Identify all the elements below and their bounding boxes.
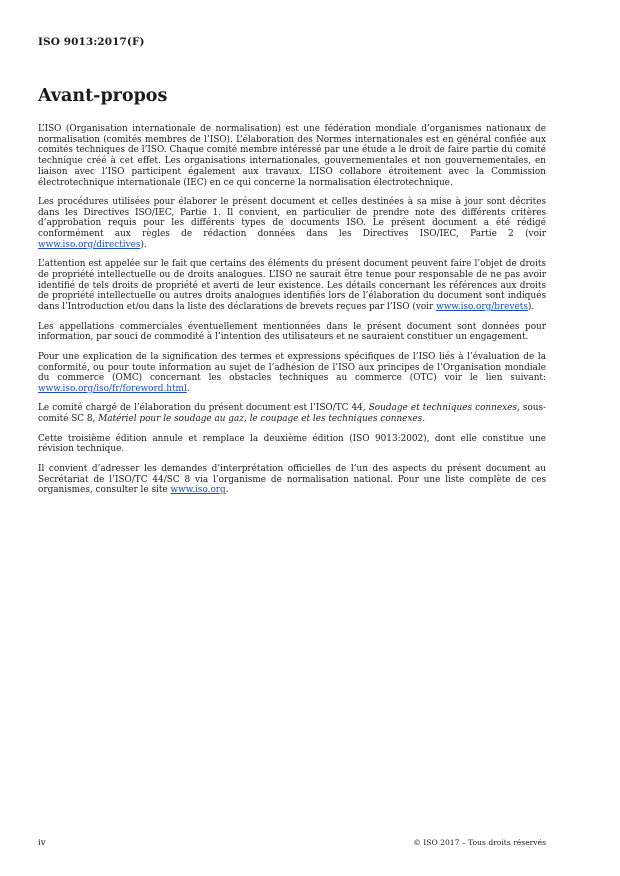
- iso-site-link[interactable]: www.iso.org: [170, 485, 226, 496]
- paragraph-committee: [38, 403, 546, 424]
- paragraph-text: Les procédures utilisées pour élaborer le présent document et celles destinées à sa mise à jour sont décrites dans les Directives ISO/IEC, Partie 1. Il convient, en particulier de prendre note des différents critères d’approbation requis pour les différents types de documents ISO. Le présent document a été rédigé conformément aux règles de rédaction données dans les Directives ISO/IEC, Partie 2 (voir: [38, 197, 546, 240]
- paragraph-patents: [38, 259, 546, 313]
- paragraph-trade-names: Les appellations commerciales éventuellement mentionnées dans le présent document sont données pour information, par souci de commodité à l’intention des utilisateurs et ne sauraient constituer un engagement.: [38, 321, 546, 343]
- paragraph-text: ).: [140, 239, 147, 250]
- patents-link[interactable]: www.iso.org/brevets: [436, 302, 528, 313]
- paragraph-text: , sous-comité SC 8,: [38, 403, 546, 425]
- paragraph-text: .: [225, 485, 229, 496]
- copyright-notice: © ISO 2017 – Tous droits réservés: [413, 838, 546, 847]
- foreword-link[interactable]: www.iso.org/iso/fr/foreword.html: [38, 383, 187, 394]
- paragraph-interpretation: [38, 464, 546, 496]
- paragraph-iso-intro: L’ISO (Organisation internationale de normalisation) est une fédération mondiale d’organismes nationaux de normalisation (comités membres de l’ISO). L’élaboration des Normes internationales est en général confiée aux comités techniques de l’ISO. Chaque comité membre intéressé par une étude a le droit de faire partie du comité technique créé à cet effet. Les organisations internationales, gouvernementales et non gouvernementales, en liaison avec l’ISO participent également aux travaux. L’ISO collabore étroitement avec la Commission électrotechnique internationale (IEC) en ce qui concerne la normalisation électrotechnique.: [38, 124, 546, 188]
- paragraph-text: Pour une explication de la signification des termes et expressions spécifiques de l’ISO liés à l’évaluation de la conformité, ou pour toute information au sujet de l’adhésion de l’ISO aux principes de l’Organisation mondiale du commerce (OMC) concernant les obstacles techniques au commerce (OTC) voir le lien suivant:: [38, 351, 546, 384]
- page-title: Avant-propos: [38, 86, 168, 106]
- subcommittee-title: Matériel pour le soudage au gaz, le coupage et les techniques connexes: [98, 414, 423, 425]
- committee-title: Soudage et techniques connexes: [368, 403, 517, 414]
- paragraph-text: .: [422, 414, 426, 425]
- paragraph-text: ).: [527, 302, 535, 313]
- paragraph-edition: Cette troisième édition annule et remplace la deuxième édition (ISO 9013:2002), dont elle constitue une révision technique.: [38, 433, 546, 455]
- paragraph-procedures: [38, 197, 546, 251]
- page-number: iv: [38, 838, 46, 848]
- foreword-body: [38, 124, 546, 505]
- document-identifier: ISO 9013:2017(F): [38, 36, 145, 48]
- paragraph-text: L’attention est appelée sur le fait que certains des éléments du présent document peuvent faire l’objet de droits de propriété intellectuelle ou de droits analogues. L’ISO ne saurait être tenue pour responsable de ne pas avoir identifié de tels droits de propriété et averti de leur existence. Les détails concernant les références aux droits de propriété intellectuelle ou autres droits analogues identifiés lors de l’élaboration du document sont indiqués dans l’Introduction et/ou dans la liste des déclarations de brevets reçues par l’ISO (voir: [38, 259, 546, 313]
- paragraph-text: Il convient d’adresser les demandes d’interprétation officielles de l’un des aspects du présent document au Secrétariat de l’ISO/TC 44/SC 8 via l’organisme de normalisation national. Pour une liste complète de ces organismes, consulter le site: [38, 463, 546, 496]
- paragraph-text: .: [186, 383, 190, 394]
- directives-link[interactable]: www.iso.org/directives: [38, 239, 141, 250]
- paragraph-conformity: [38, 352, 546, 395]
- paragraph-text: Le comité chargé de l’élaboration du présent document est l’ISO/TC 44,: [38, 403, 369, 414]
